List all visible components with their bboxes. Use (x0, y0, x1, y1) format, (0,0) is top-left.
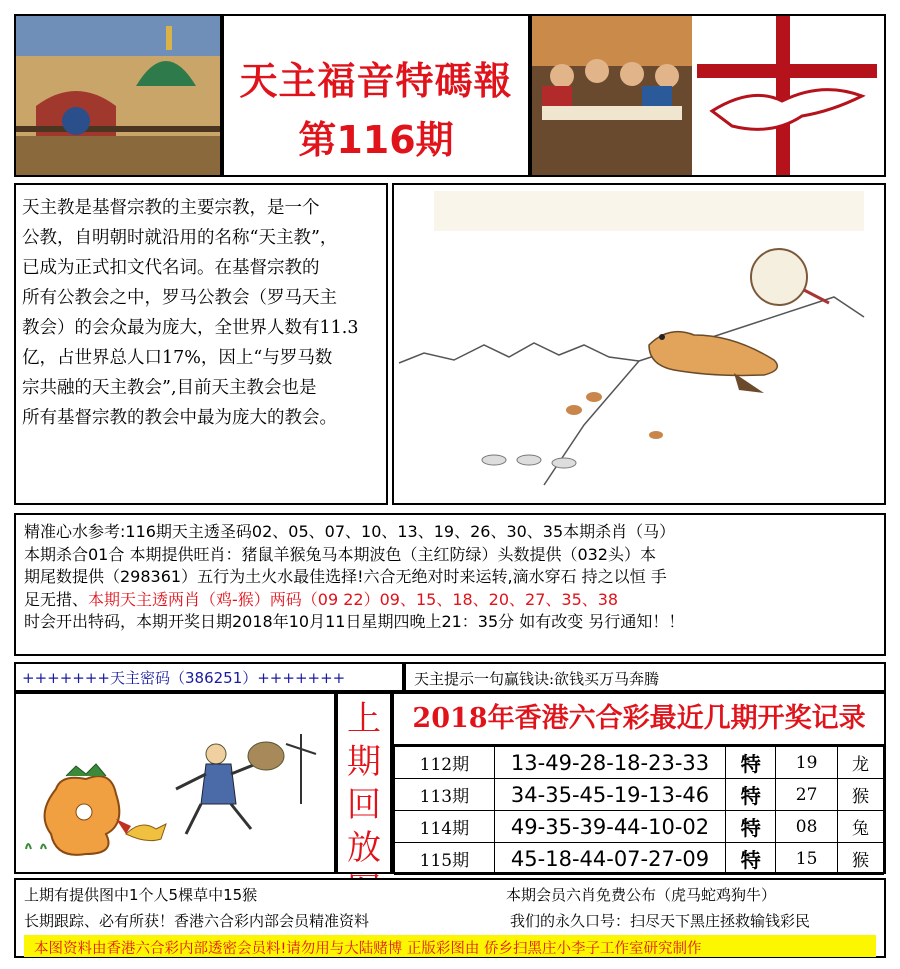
page-title: 天主福音特碼報 (239, 59, 513, 103)
footer-motto: 我们的永久口号：扫尽天下黑庄拯救输钱彩民 (510, 912, 811, 930)
secret-code: +++++++天主密码（386251）+++++++ (14, 662, 404, 692)
table-row (395, 843, 884, 875)
tips-line: 精准心水参考:116期天主透圣码02、05、07、10、13、19、26、30、35本期杀肖（马） (24, 522, 676, 541)
tips-line: 本期杀合01合 本期提供旺肖：猪鼠羊猴兔马本期波色（主红防绿）头数提供（032头）本 (24, 544, 656, 564)
tips-block (14, 513, 886, 656)
special-number-cell: 08 (776, 811, 838, 843)
highlight-prediction: 本期天主透两肖（鸡-猴）两码（09 22）09、15、18、20、27、35、38 (88, 589, 619, 609)
draw-records (392, 692, 886, 874)
special-label-cell: 特 (726, 811, 776, 843)
church-photo (14, 14, 222, 177)
replay-label (336, 692, 392, 874)
intro-line: 天主教是基督宗教的主要宗教，是一个 (22, 198, 320, 218)
special-number-cell: 27 (776, 779, 838, 811)
records-title: 2018年香港六合彩最近几期开奖记录 (394, 694, 884, 746)
issue-number: 第116期 (298, 118, 454, 162)
replay-char: 上 (347, 699, 381, 739)
intro-line: 所有公教会之中，罗马公教会（罗马天主 (22, 288, 337, 308)
special-label-cell: 特 (726, 779, 776, 811)
special-label-cell: 特 (726, 843, 776, 875)
records-table (394, 746, 884, 875)
zodiac-cell: 龙 (838, 747, 884, 779)
numbers-cell: 49-35-39-44-10-02 (494, 811, 725, 843)
cross-dove-image (530, 14, 886, 177)
intro-line: 公教，自明朝时就沿用的名称“天主教”， (22, 228, 338, 248)
header-title-block (222, 14, 530, 177)
numbers-cell: 45-18-44-07-27-09 (494, 843, 725, 875)
intro-line: 宗共融的天主教会”,目前天主教会也是 (22, 378, 317, 398)
intro-line: 亿，占世界总人口17%，因上“与罗马数 (22, 348, 333, 368)
intro-line: 所有基督宗教的教会中最为庞大的教会。 (22, 408, 337, 428)
tips-line (24, 589, 876, 612)
issue-cell: 114期 (395, 811, 495, 843)
intro-text-box (14, 183, 388, 505)
footer-slogan: 长期跟踪、必有所获！香港六合彩内部会员精准资料 (24, 912, 370, 930)
issue-cell: 113期 (395, 779, 495, 811)
special-number-cell: 19 (776, 747, 838, 779)
special-label-cell: 特 (726, 747, 776, 779)
issue-cell: 112期 (395, 747, 495, 779)
replay-char: 期 (347, 742, 381, 782)
seal-illustration (392, 183, 886, 505)
replay-cartoon (14, 692, 336, 874)
zodiac-cell: 兔 (838, 811, 884, 843)
table-row (395, 747, 884, 779)
replay-char: 放 (347, 828, 381, 868)
tips-line: 时会开出特码，本期开奖日期2018年10月11日星期四晚上21：35分 如有改变 另行通知！！ (24, 612, 685, 631)
footer-disclaimer: 本图资料由香港六合彩内部透密会员料!请勿用与大陆赌博 正版彩图由 侨乡扫黑庄小李子工作室研究制作 (24, 935, 876, 957)
intro-line: 已成为正式扣文代名词。在基督宗教的 (22, 258, 320, 278)
winning-tip: 天主提示一句赢钱诀:欲钱买万马奔腾 (404, 662, 886, 692)
table-row (395, 779, 884, 811)
footer (14, 878, 886, 958)
zodiac-cell: 猴 (838, 843, 884, 875)
zodiac-cell: 猴 (838, 779, 884, 811)
issue-cell: 115期 (395, 843, 495, 875)
intro-line: 教会）的会众最为庞大，全世界人数有11.3 (22, 318, 359, 338)
replay-char: 回 (347, 785, 381, 825)
footer-member-zodiac: 本期会员六肖免费公布（虎马蛇鸡狗牛） (506, 886, 777, 904)
special-number-cell: 15 (776, 843, 838, 875)
table-row (395, 811, 884, 843)
numbers-cell: 34-35-45-19-13-46 (494, 779, 725, 811)
footer-last-hint: 上期有提供图中1个人5棵草中15猴 (24, 886, 258, 904)
numbers-cell: 13-49-28-18-23-33 (494, 747, 725, 779)
tips-line-start: 足无措、 (24, 589, 89, 609)
tips-line: 期尾数提供（298361）五行为土火水最佳选择!六合无绝对时来运转,滴水穿石 持之以恒 手 (24, 567, 667, 586)
